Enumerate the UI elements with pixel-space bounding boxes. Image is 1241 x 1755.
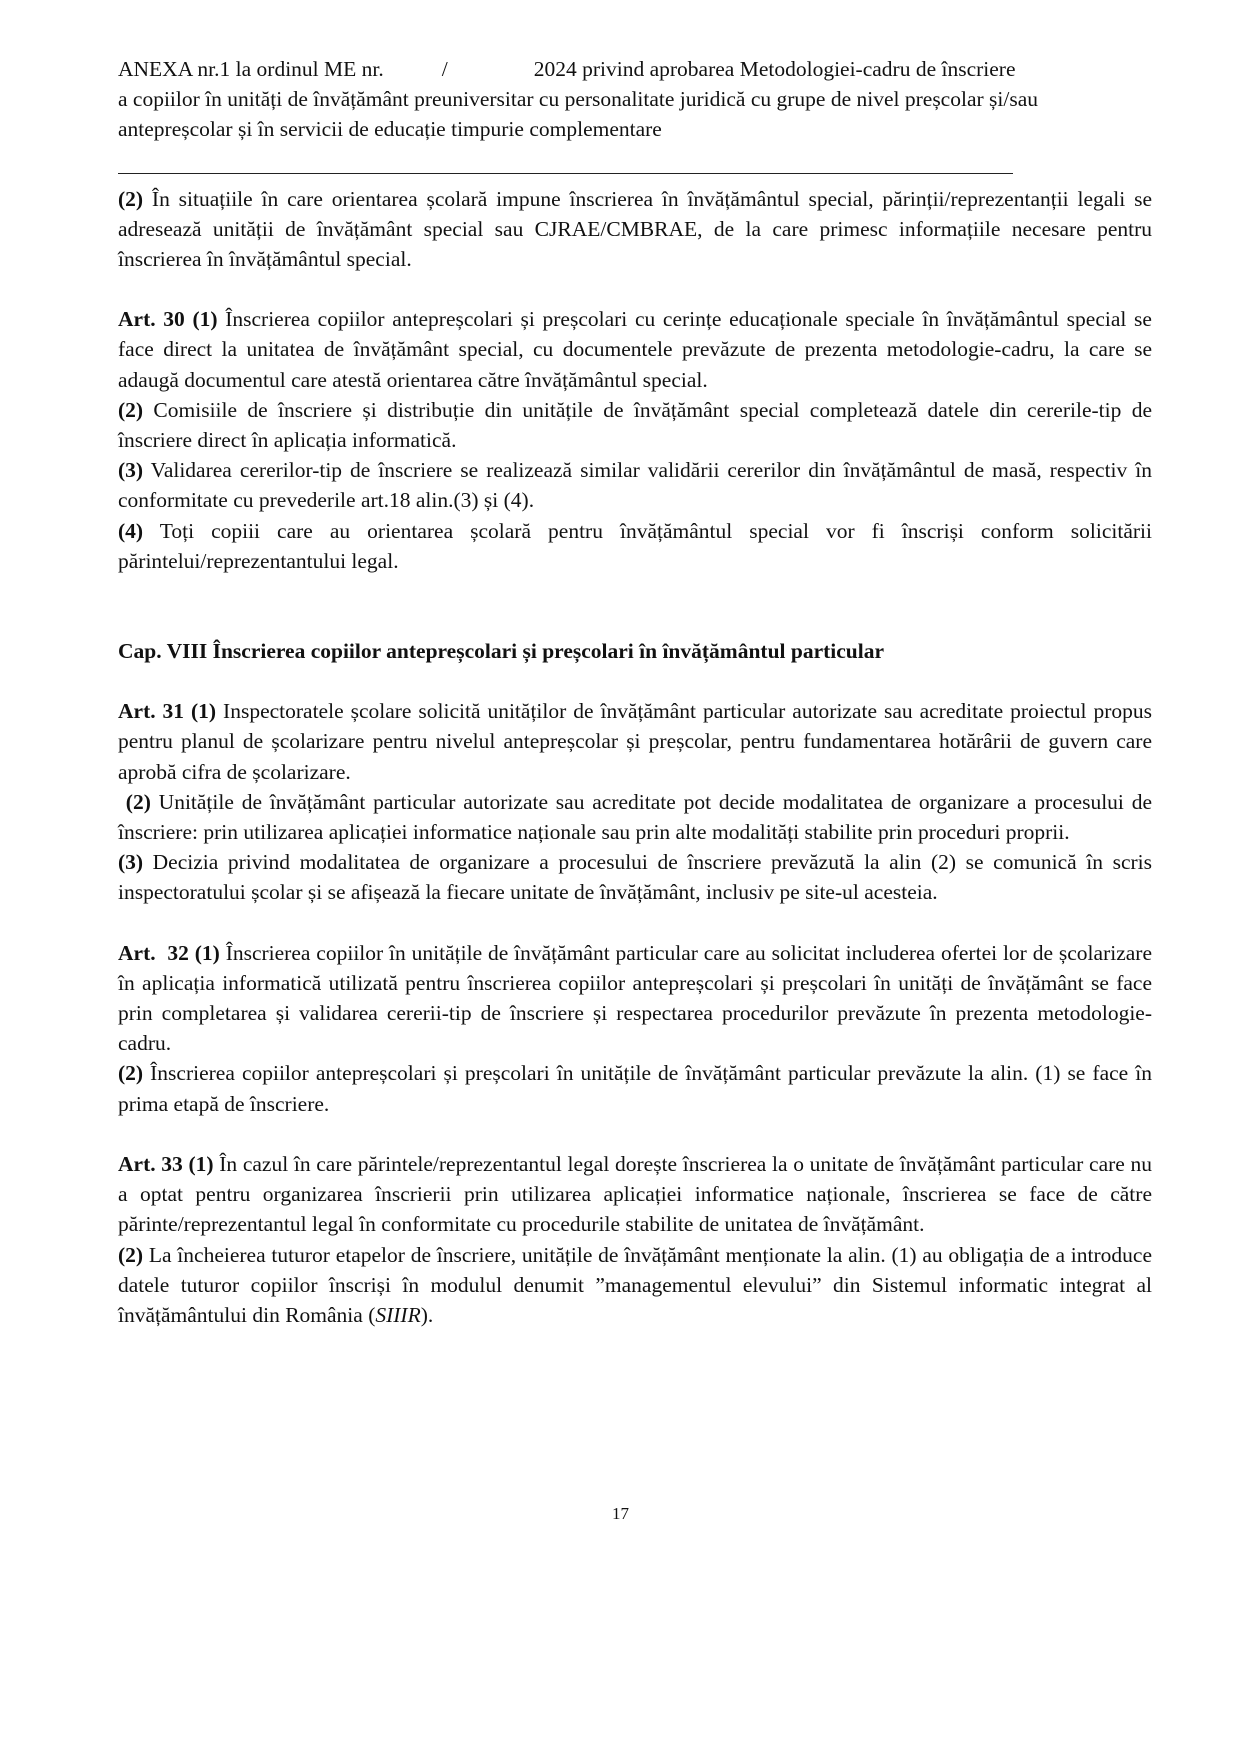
- header-rest: a copiilor în unități de învățământ preuniversitar cu personalitate juridică cu grupe de nivel preșcolar și/sau antepreșcolar și în servicii de educație timpurie complementare: [118, 87, 1038, 142]
- paragraph: [118, 1149, 1152, 1240]
- para-text: Unitățile de învățământ particular autorizate sau acreditate pot decide modalitatea de organizare a procesului de înscriere: prin utilizarea aplicației informatice naționale sau prin alte modalități stabilite prin proceduri proprii.: [118, 789, 1152, 845]
- para-text: Înscrierea copiilor în unitățile de învățământ particular care au solicitat includerea ofertei lor de școlarizare în aplicația informatică utilizată pentru înscrierea copiilor antepreșcolari și preșcolari în unități de învățământ se face prin completarea și validarea cererii-tip de înscriere și respectarea procedurilor prevăzute în prezenta metodologie-cadru.: [118, 940, 1152, 1056]
- para-text: Toți copiii care au orientarea școlară pentru învățământul special vor fi înscriși conform solicitării părintelui/reprezentantului legal.: [118, 518, 1152, 573]
- para-num: (4): [118, 518, 144, 543]
- paragraph: [118, 455, 1152, 515]
- para-italic: SIIIR: [375, 1302, 421, 1327]
- para-num: (2): [118, 789, 151, 814]
- paragraph: [118, 516, 1152, 576]
- document-page: [118, 54, 1152, 1330]
- para-num: Art. 31 (1): [118, 699, 217, 724]
- para-text: Inspectoratele școlare solicită unităților de învățământ particular autorizate sau acreditate proiectul propus pentru planul de școlarizare pentru nivelul antepreșcolar și preșcolar, pentru fundamentarea hotărârii de guvern care aprobă cifra de școlarizare.: [118, 699, 1152, 784]
- para-text: La încheierea tuturor etapelor de înscriere, unitățile de învățământ menționate la alin. (1) au obligația de a introduce datele tuturor copiilor înscriși în modulul denumit ”managementul elevului” din Sistemul informatic integrat al învățământului din România (: [118, 1242, 1152, 1327]
- page-number: 17: [612, 1504, 629, 1523]
- para-num: (2): [118, 1242, 144, 1267]
- para-text: ).: [420, 1302, 434, 1327]
- header-line1-a: ANEXA nr.1 la ordinul ME nr.: [118, 57, 384, 81]
- para-num: (2): [118, 186, 144, 211]
- paragraph: [118, 395, 1152, 455]
- para-num: Art. 32 (1): [118, 940, 220, 965]
- chapter-heading: Cap. VIII Înscrierea copiilor antepreșcolari și preșcolari în învățământul particular: [118, 639, 885, 664]
- para-num: (2): [118, 1061, 144, 1086]
- para-text: Comisiile de înscriere și distribuție din unitățile de învățământ special completează datele din cererile-tip de înscriere direct în aplicația informatică.: [118, 397, 1152, 453]
- paragraph: [118, 304, 1152, 395]
- para-text: Înscrierea copiilor antepreșcolari și preșcolari în unitățile de învățământ particular prevăzute la alin. (1) se face în prima etapă de înscriere.: [118, 1061, 1152, 1116]
- paragraph: [118, 787, 1152, 847]
- paragraph: [118, 696, 1152, 787]
- para-text: În cazul în care părintele/reprezentantul legal dorește înscrierea la o unitate de învățământ particular care nu a optat pentru organizarea înscrierii prin utilizarea aplicației informatice naționale, înscrierea se face de către părinte/reprezentantul legal în conformitate cu procedurile stabilite de unitatea de învățământ.: [118, 1151, 1152, 1237]
- paragraph: [118, 847, 1152, 907]
- header-rule: [118, 167, 1013, 174]
- header-slash: /: [441, 57, 448, 81]
- para-num: Art. 30 (1): [118, 307, 218, 332]
- paragraph: [118, 184, 1152, 275]
- paragraph: [118, 1240, 1152, 1331]
- para-num: (3): [118, 458, 144, 483]
- para-num: (3): [118, 850, 144, 875]
- page-header: [118, 54, 1152, 145]
- paragraph: [118, 938, 1152, 1059]
- para-text: Validarea cererilor-tip de înscriere se realizează similar validării cererilor din învățământul de masă, respectiv în conformitate cu prevederile art.18 alin.(3) și (4).: [118, 458, 1152, 513]
- para-num: (2): [118, 397, 144, 422]
- paragraph: [118, 1058, 1152, 1118]
- para-text: Înscrierea copiilor antepreșcolari și preșcolari cu cerințe educaționale speciale în învățământul special se face direct la unitatea de învățământ special, cu documentele prevăzute de prezenta metodologie-cadru, la care se adaugă documentul care atestă orientarea către învățământul special.: [118, 307, 1152, 392]
- para-num: Art. 33 (1): [118, 1151, 214, 1176]
- para-text: În situațiile în care orientarea școlară impune înscrierea în învățământul special, părinții/reprezentanții legali se adresează unității de învățământ special sau CJRAE/CMBRAE, de la care primesc informațiile necesare pentru înscrierea în învățământul special.: [118, 186, 1152, 272]
- para-text: Decizia privind modalitatea de organizare a procesului de înscriere prevăzută la alin (2) se comunică în scris inspectoratului școlar și se afișează la fiecare unitate de învățământ, inclusiv pe site-ul acesteia.: [118, 850, 1152, 905]
- header-line1-b: 2024 privind aprobarea Metodologiei-cadru de înscriere: [533, 57, 1016, 81]
